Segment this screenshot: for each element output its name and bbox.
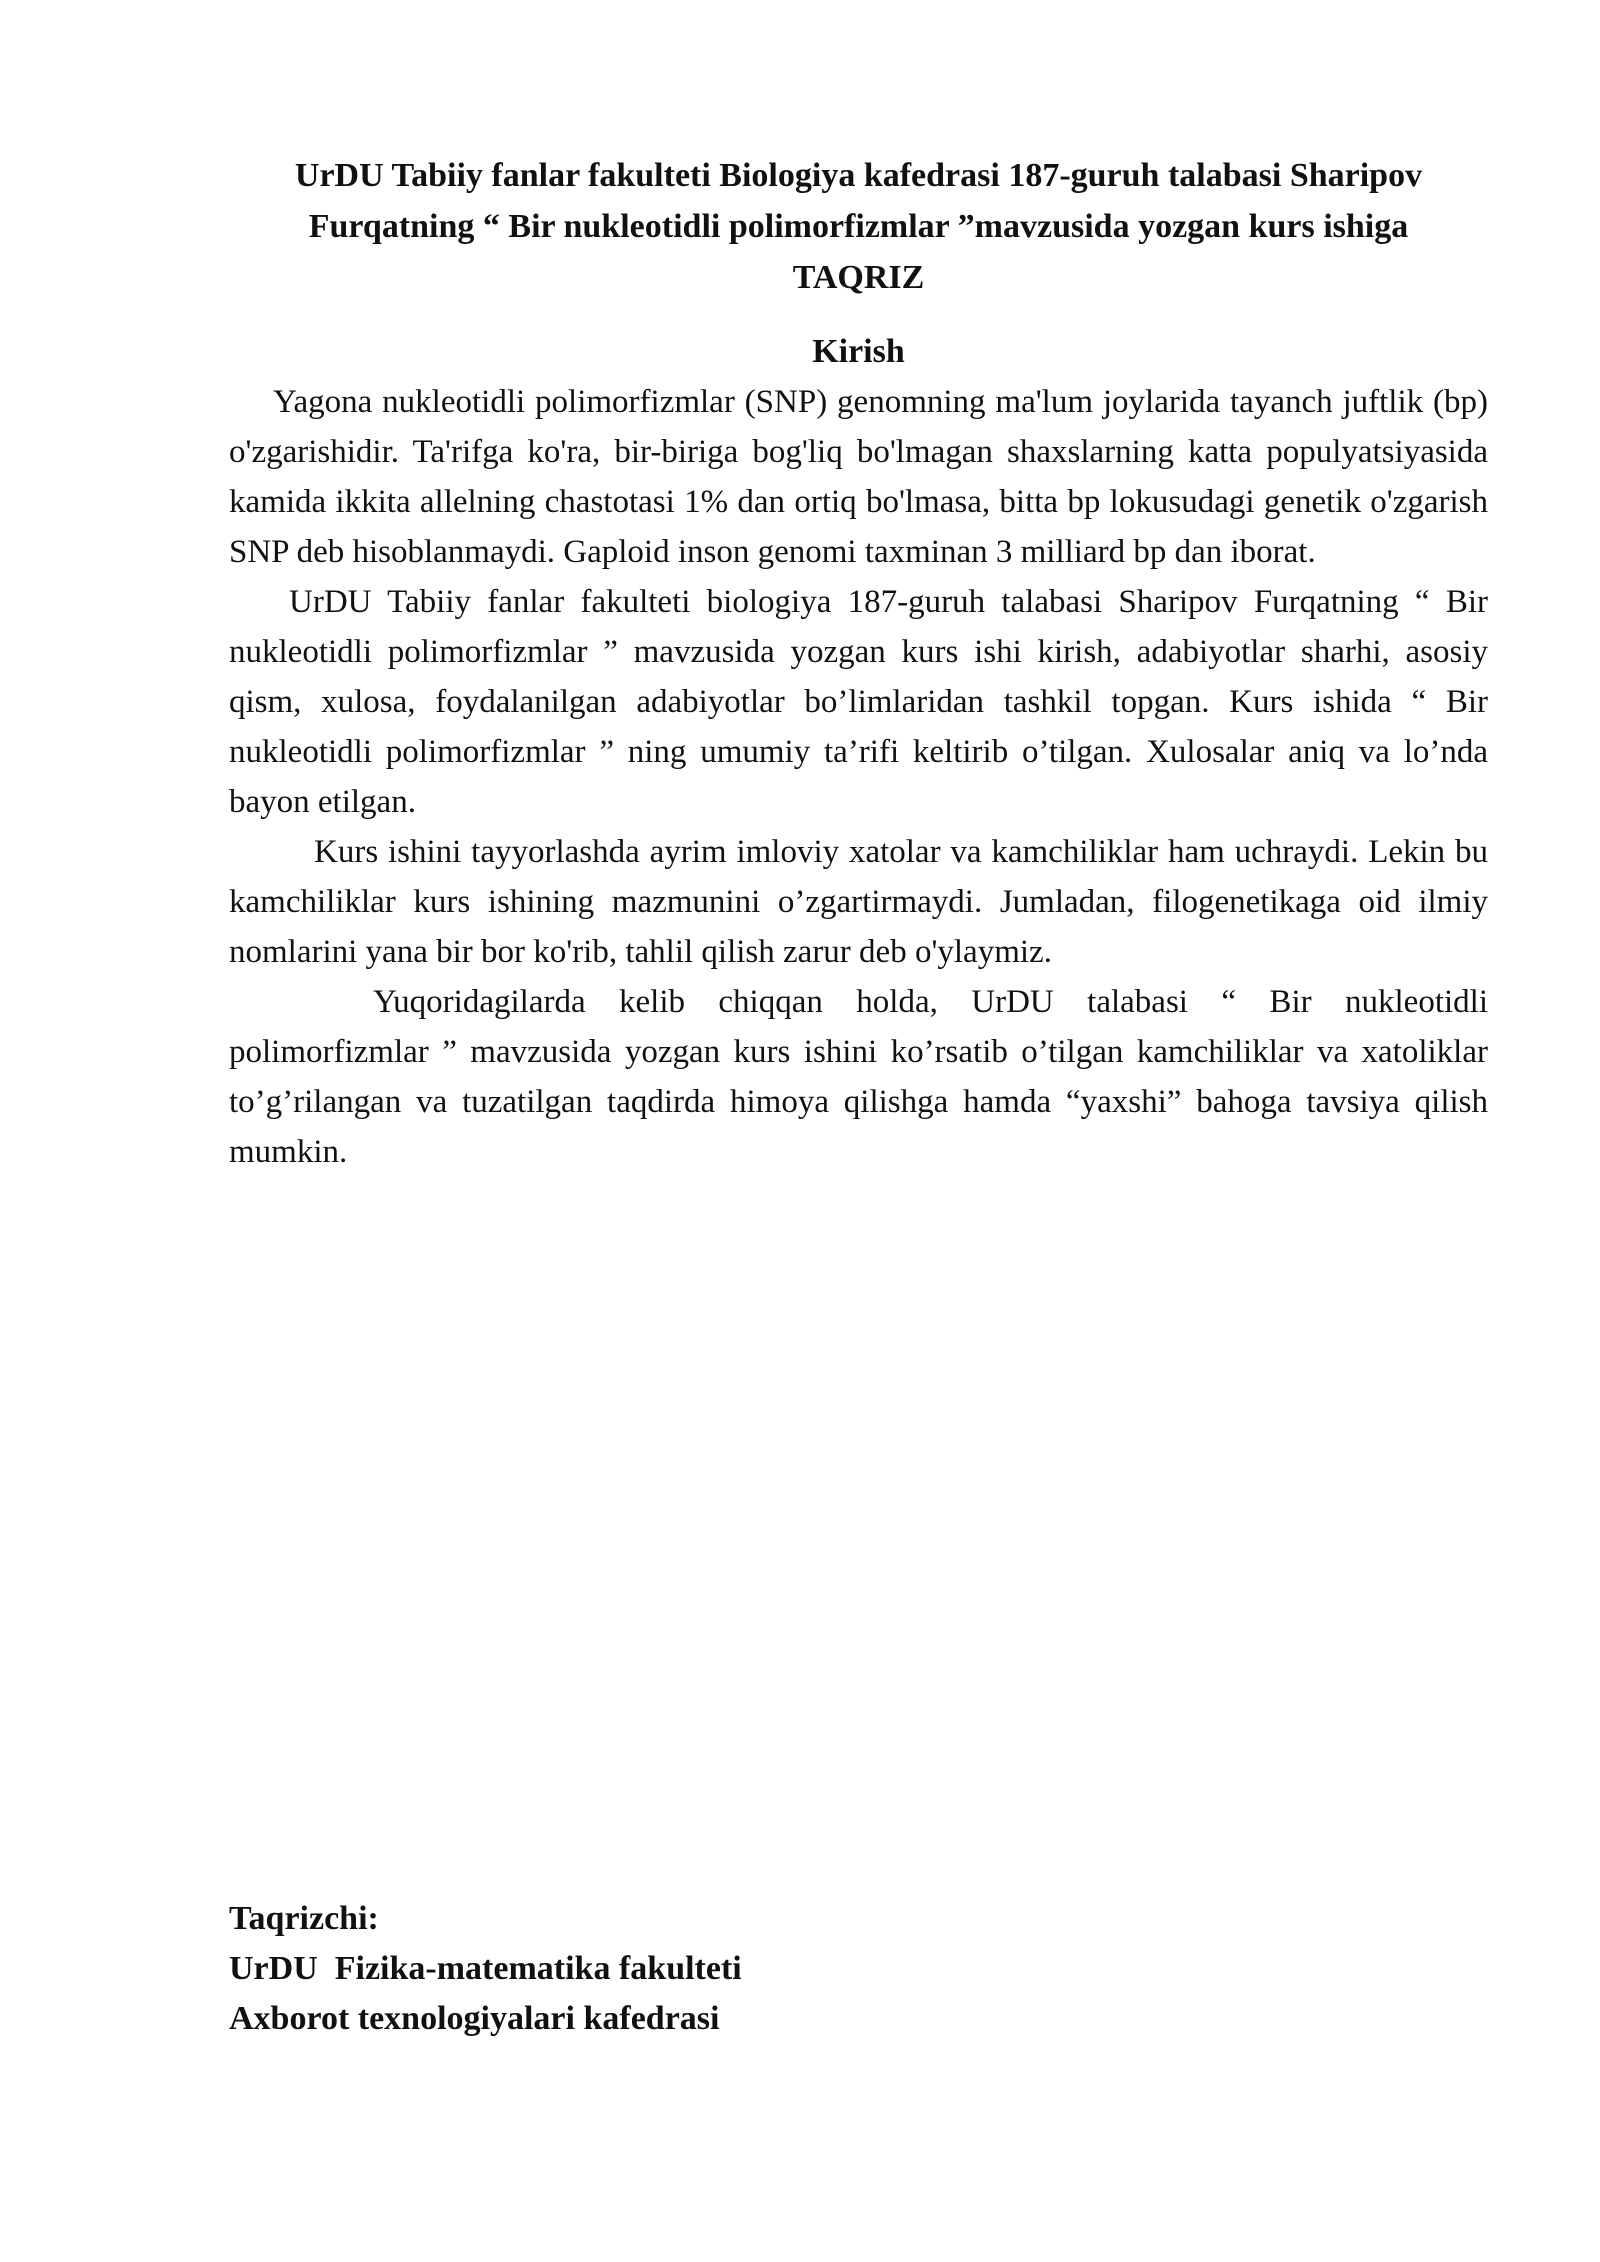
paragraph-1: Yagona nukleotidli polimorfizmlar (SNP) genomning ma'lum joylarida tayanch juftlik (bp) o'zgarishidir. Ta'rifga ko'ra, bir-biriga bog'liq bo'lmagan shaxslarning katta populyatsiyasida kamida ikkita allelning chastotasi 1% dan ortiq bo'lmasa, bitta bp lokusudagi genetik o'zgarish SNP deb hisoblanmaydi. Gaploid inson genomi taxminan 3 milliard bp dan iborat. — [229, 384, 1488, 570]
reviewer-faculty: UrDU Fizika-matematika fakulteti — [229, 1950, 742, 1987]
document-body — [229, 150, 1488, 1177]
paragraph-3: Kurs ishini tayyorlashda ayrim imloviy xatolar va kamchiliklar ham uchraydi. Lekin bu kamchiliklar kurs ishining mazmunini o’zgartirmaydi. Jumladan, filogenetikaga oid ilmiy nomlarini yana bir bor ko'rib, tahlil qilish zarur deb o'ylaymiz. — [229, 834, 1488, 970]
reviewer-signature-block — [229, 1894, 1129, 2044]
title-line-3: TAQRIZ — [792, 259, 925, 296]
document-title — [229, 150, 1488, 303]
paragraph-4: Yuqoridagilarda kelib chiqqan holda, UrDU talabasi “ Bir nukleotidli polimorfizmlar ” mavzusida yozgan kurs ishini ko’rsatib o’tilgan kamchiliklar va xatoliklar to’g’rilangan va tuzatilgan taqdirda himoya qilishga hamda “yaxshi” bahoga tavsiya qilish mumkin. — [229, 984, 1488, 1170]
title-line-2: Furqatning “ Bir nukleotidli polimorfizmlar ”mavzusida yozgan kurs ishiga — [308, 208, 1409, 245]
paragraph-2: UrDU Tabiiy fanlar fakulteti biologiya 187-guruh talabasi Sharipov Furqatning “ Bir nukleotidli polimorfizmlar ” mavzusida yozgan kurs ishi kirish, adabiyotlar sharhi, asosiy qism, xulosa, foydalanilgan adabiyotlar bo’limlaridan tashkil topgan. Kurs ishida “ Bir nukleotidli polimorfizmlar ” ning umumiy ta’rifi keltirib o’tilgan. Xulosalar aniq va lo’nda bayon etilgan. — [229, 584, 1488, 820]
reviewer-department: Axborot texnologiyalari kafedrasi — [229, 2000, 720, 2037]
section-heading: Kirish — [812, 333, 905, 370]
reviewer-label: Taqrizchi: — [229, 1900, 379, 1937]
title-line-1: UrDU Tabiiy fanlar fakulteti Biologiya kafedrasi 187-guruh talabasi Sharipov — [294, 157, 1423, 194]
